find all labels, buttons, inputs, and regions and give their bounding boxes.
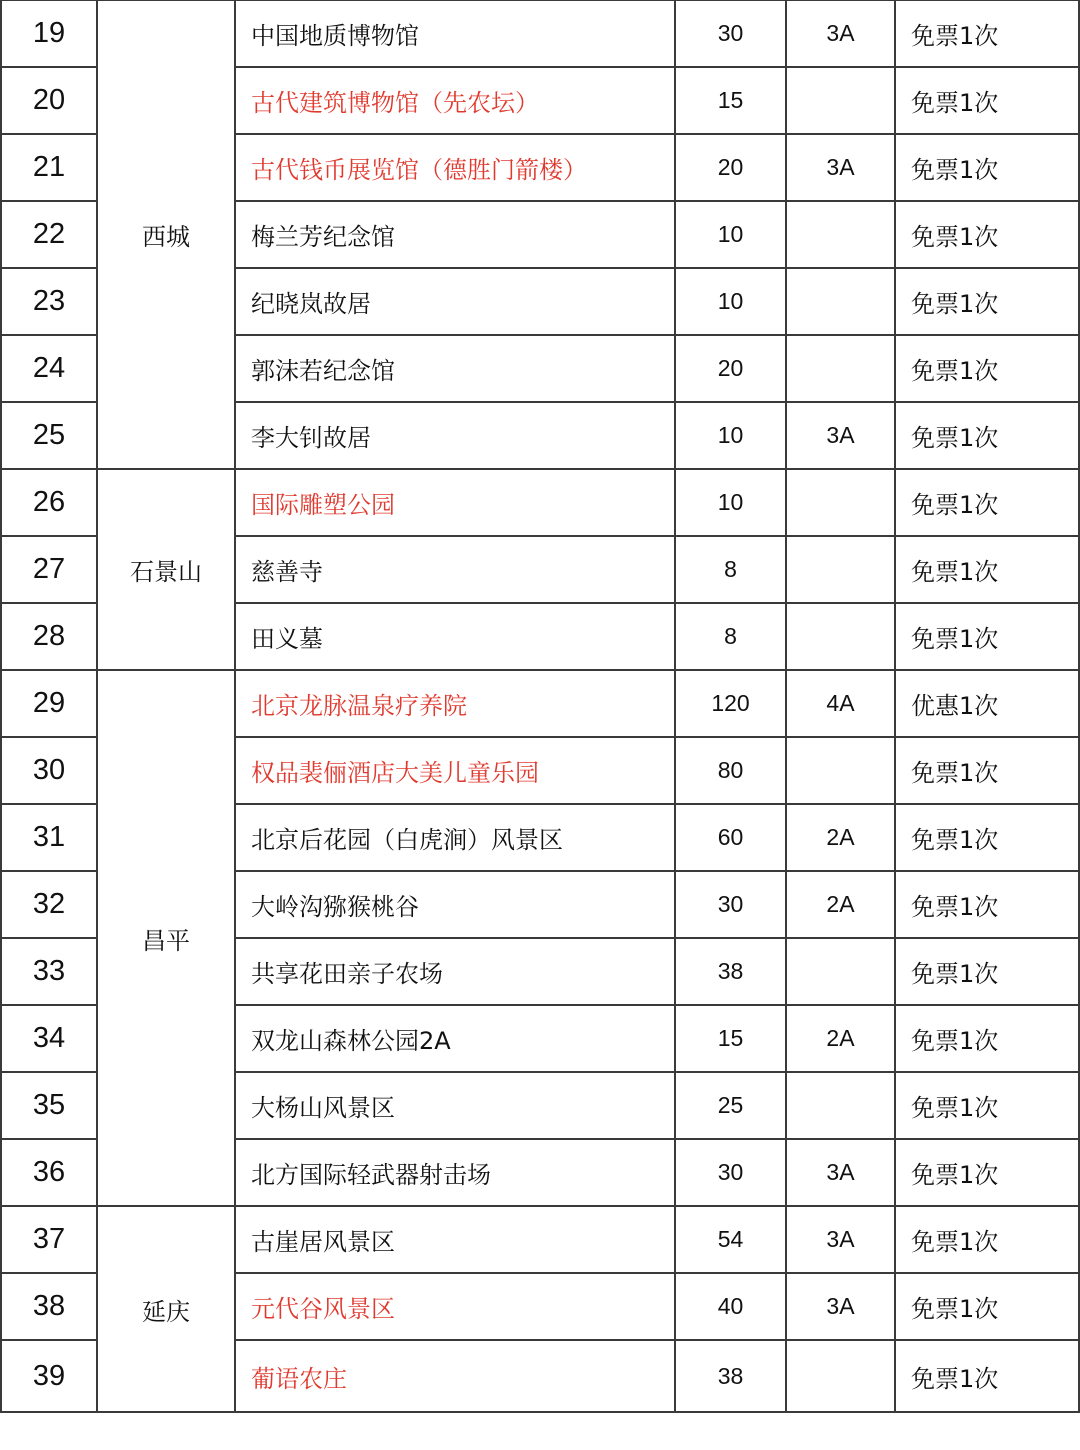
scenic-level: 2A: [786, 804, 895, 871]
row-number: 34: [1, 1005, 97, 1072]
benefit: 免票1次: [895, 737, 1079, 804]
benefit: 免票1次: [895, 469, 1079, 536]
ticket-price: 60: [675, 804, 786, 871]
ticket-price: 38: [675, 1340, 786, 1412]
spot-name: 北方国际轻武器射击场: [235, 1139, 675, 1206]
spot-name: 纪晓岚故居: [235, 268, 675, 335]
row-number: 30: [1, 737, 97, 804]
spot-name: 葡语农庄: [235, 1340, 675, 1412]
benefit: 免票1次: [895, 603, 1079, 670]
row-number: 38: [1, 1273, 97, 1340]
table-body: [1, 0, 1079, 1412]
scenic-level: 3A: [786, 0, 895, 67]
scenic-level: [786, 67, 895, 134]
table-row: [1, 469, 1079, 536]
district-cell: 昌平: [97, 670, 235, 1206]
ticket-price: 8: [675, 536, 786, 603]
ticket-price: 38: [675, 938, 786, 1005]
row-number: 29: [1, 670, 97, 737]
scenic-level: [786, 268, 895, 335]
benefit: 免票1次: [895, 402, 1079, 469]
spot-name: 共享花田亲子农场: [235, 938, 675, 1005]
benefit: 免票1次: [895, 1072, 1079, 1139]
scenic-level: [786, 469, 895, 536]
scenic-level: [786, 536, 895, 603]
table-row: [1, 670, 1079, 737]
ticket-price: 15: [675, 1005, 786, 1072]
spot-name: 古代建筑博物馆（先农坛）: [235, 67, 675, 134]
benefit: 免票1次: [895, 871, 1079, 938]
spot-name: 慈善寺: [235, 536, 675, 603]
row-number: 20: [1, 67, 97, 134]
benefit: 免票1次: [895, 1206, 1079, 1273]
ticket-price: 10: [675, 469, 786, 536]
district-cell: 石景山: [97, 469, 235, 670]
scenic-level: 3A: [786, 134, 895, 201]
benefit: 免票1次: [895, 1139, 1079, 1206]
scenic-level: 4A: [786, 670, 895, 737]
ticket-price: 20: [675, 335, 786, 402]
scenic-level: [786, 737, 895, 804]
benefit: 免票1次: [895, 134, 1079, 201]
scenic-level: 3A: [786, 1139, 895, 1206]
row-number: 27: [1, 536, 97, 603]
ticket-price: 15: [675, 67, 786, 134]
benefit: 免票1次: [895, 67, 1079, 134]
row-number: 32: [1, 871, 97, 938]
row-number: 21: [1, 134, 97, 201]
row-number: 25: [1, 402, 97, 469]
row-number: 37: [1, 1206, 97, 1273]
benefit: 免票1次: [895, 0, 1079, 67]
row-number: 39: [1, 1340, 97, 1412]
district-cell: 延庆: [97, 1206, 235, 1412]
scenic-level: 3A: [786, 402, 895, 469]
ticket-price: 30: [675, 1139, 786, 1206]
ticket-price: 10: [675, 201, 786, 268]
row-number: 22: [1, 201, 97, 268]
row-number: 33: [1, 938, 97, 1005]
benefit: 免票1次: [895, 1340, 1079, 1412]
ticket-price: 25: [675, 1072, 786, 1139]
ticket-price: 30: [675, 871, 786, 938]
scenic-level: 3A: [786, 1273, 895, 1340]
scenic-level: 2A: [786, 1005, 895, 1072]
scenic-level: [786, 335, 895, 402]
spot-name: 田义墓: [235, 603, 675, 670]
row-number: 36: [1, 1139, 97, 1206]
ticket-price: 10: [675, 402, 786, 469]
row-number: 26: [1, 469, 97, 536]
spot-name: 郭沫若纪念馆: [235, 335, 675, 402]
row-number: 24: [1, 335, 97, 402]
spot-name: 古代钱币展览馆（德胜门箭楼）: [235, 134, 675, 201]
benefit: 免票1次: [895, 804, 1079, 871]
ticket-price: 40: [675, 1273, 786, 1340]
benefit: 优惠1次: [895, 670, 1079, 737]
benefit: 免票1次: [895, 938, 1079, 1005]
ticket-price: 20: [675, 134, 786, 201]
row-number: 19: [1, 0, 97, 67]
spot-name: 梅兰芳纪念馆: [235, 201, 675, 268]
scenic-level: [786, 1340, 895, 1412]
spot-name: 中国地质博物馆: [235, 0, 675, 67]
benefit: 免票1次: [895, 1005, 1079, 1072]
table-row: [1, 1206, 1079, 1273]
ticket-price: 54: [675, 1206, 786, 1273]
scenic-level: [786, 201, 895, 268]
table-row: [1, 0, 1079, 67]
row-number: 28: [1, 603, 97, 670]
spot-name: 权品裴俪酒店大美儿童乐园: [235, 737, 675, 804]
benefit: 免票1次: [895, 201, 1079, 268]
spot-name: 大岭沟猕猴桃谷: [235, 871, 675, 938]
ticket-price: 120: [675, 670, 786, 737]
scenic-level: [786, 603, 895, 670]
scenic-level: 2A: [786, 871, 895, 938]
row-number: 35: [1, 1072, 97, 1139]
ticket-price: 80: [675, 737, 786, 804]
row-number: 23: [1, 268, 97, 335]
ticket-price: 8: [675, 603, 786, 670]
scenic-level: 3A: [786, 1206, 895, 1273]
spot-name: 北京后花园（白虎涧）风景区: [235, 804, 675, 871]
benefit: 免票1次: [895, 335, 1079, 402]
benefit: 免票1次: [895, 1273, 1079, 1340]
benefit: 免票1次: [895, 268, 1079, 335]
row-number: 31: [1, 804, 97, 871]
spot-name: 元代谷风景区: [235, 1273, 675, 1340]
spot-name: 双龙山森林公园2A: [235, 1005, 675, 1072]
district-cell: 西城: [97, 0, 235, 469]
spot-name: 大杨山风景区: [235, 1072, 675, 1139]
scenic-level: [786, 938, 895, 1005]
ticket-price: 10: [675, 268, 786, 335]
spot-name: 北京龙脉温泉疗养院: [235, 670, 675, 737]
spot-name: 国际雕塑公园: [235, 469, 675, 536]
spot-name: 李大钊故居: [235, 402, 675, 469]
spot-name: 古崖居风景区: [235, 1206, 675, 1273]
benefit: 免票1次: [895, 536, 1079, 603]
scenic-level: [786, 1072, 895, 1139]
ticket-price: 30: [675, 0, 786, 67]
